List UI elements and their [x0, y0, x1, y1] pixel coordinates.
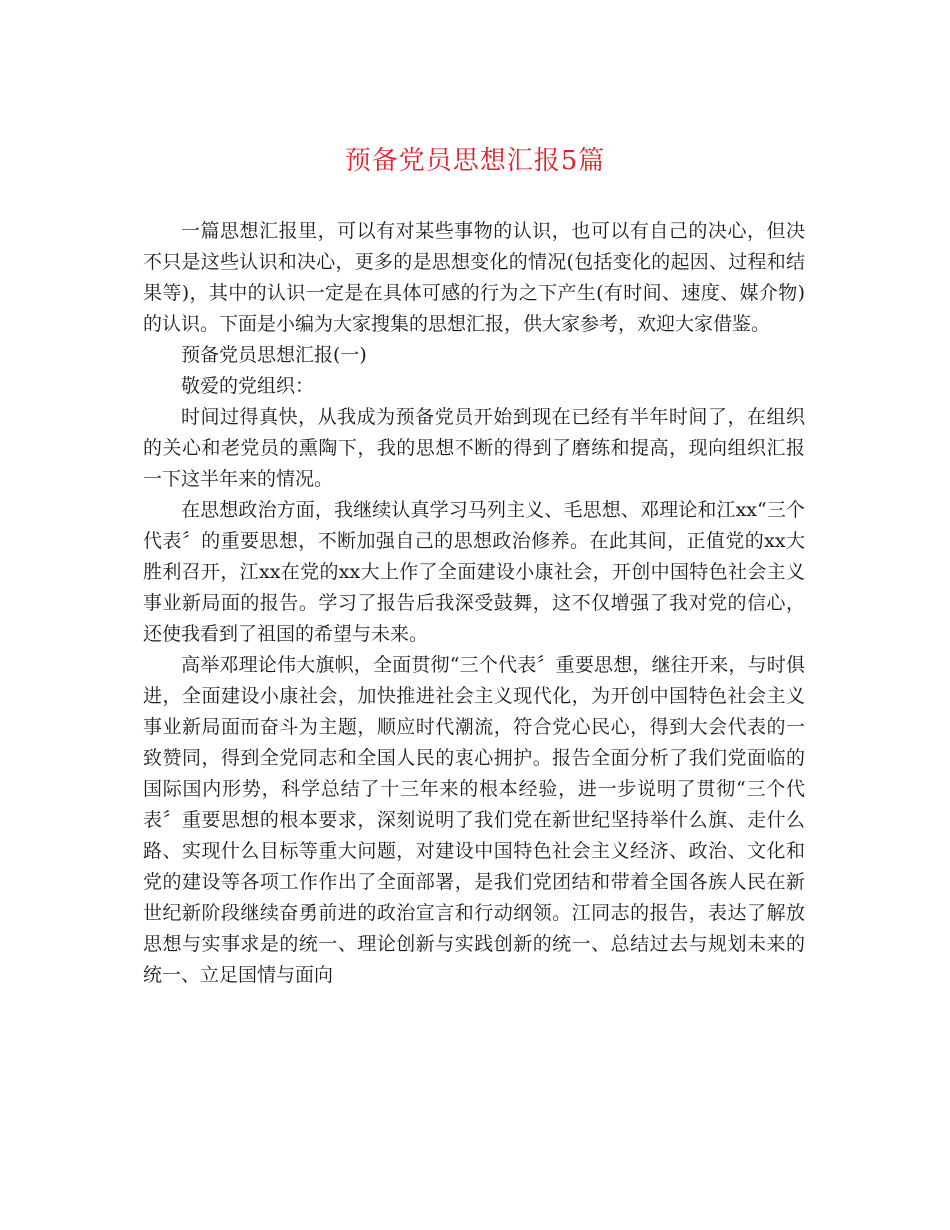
body-paragraph: 高举邓理论伟大旗帜，全面贯彻“三个代表〞重要思想，继往开来，与时俱进，全面建设小康社会，加快推进社会主义现代化，为开创中国特色社会主义事业新局面而奋斗为主题，顺应时代潮流，符合党心民心，得到大会代表的一致赞同，得到全党同志和全国人民的衷心拥护。报告全面分析了我们党面临的国际国内形势，科学总结了十三年来的根本经验，进一步说明了贯彻“三个代表〞重要思想的根本要求，深刻说明了我们党在新世纪坚持举什么旗、走什么路、实现什么目标等重大问题，对建设中国特色社会主义经济、政治、文化和党的建设等各项工作作出了全面部署，是我们党团结和带着全国各族人民在新世纪新阶段继续奋勇前进的政治宣言和行动纲领。江同志的报告，表达了解放思想与实事求是的统一、理论创新与实践创新的统一、总结过去与规划未来的统一、立足国情与面向 — [143, 654, 805, 986]
body-paragraph: 在思想政治方面，我继续认真学习马列主义、毛思想、邓理论和江xx“三个代表〞的重要思想，不断加强自己的思想政治修养。在此其间，正值党的xx大胜利召开，江xx在党的xx大上作了全面建设小康社会，开创中国特色社会主义事业新局面的报告。学习了报告后我深受鼓舞，这不仅增强了我对党的信心，还使我看到了祖国的希望与未来。 — [143, 499, 805, 645]
document-body — [143, 216, 805, 991]
document-title: 预备党员思想汇报5篇 — [344, 146, 606, 176]
salutation: 敬爱的党组织： — [181, 375, 315, 397]
section-heading: 预备党员思想汇报(一) — [181, 344, 367, 366]
body-paragraph: 时间过得真快，从我成为预备党员开始到现在已经有半年时间了，在组织的关心和老党员的熏陶下，我的思想不断的得到了磨练和提高，现向组织汇报一下这半年来的情况。 — [143, 406, 805, 490]
intro-paragraph: 一篇思想汇报里，可以有对某些事物的认识，也可以有自己的决心，但决不只是这些认识和决心，更多的是思想变化的情况(包括变化的起因、过程和结果等)，其中的认识一定是在具体可感的行为之下产生(有时间、速度、媒介物)的认识。下面是小编为大家搜集的思想汇报，供大家参考，欢迎大家借鉴。 — [143, 220, 805, 335]
